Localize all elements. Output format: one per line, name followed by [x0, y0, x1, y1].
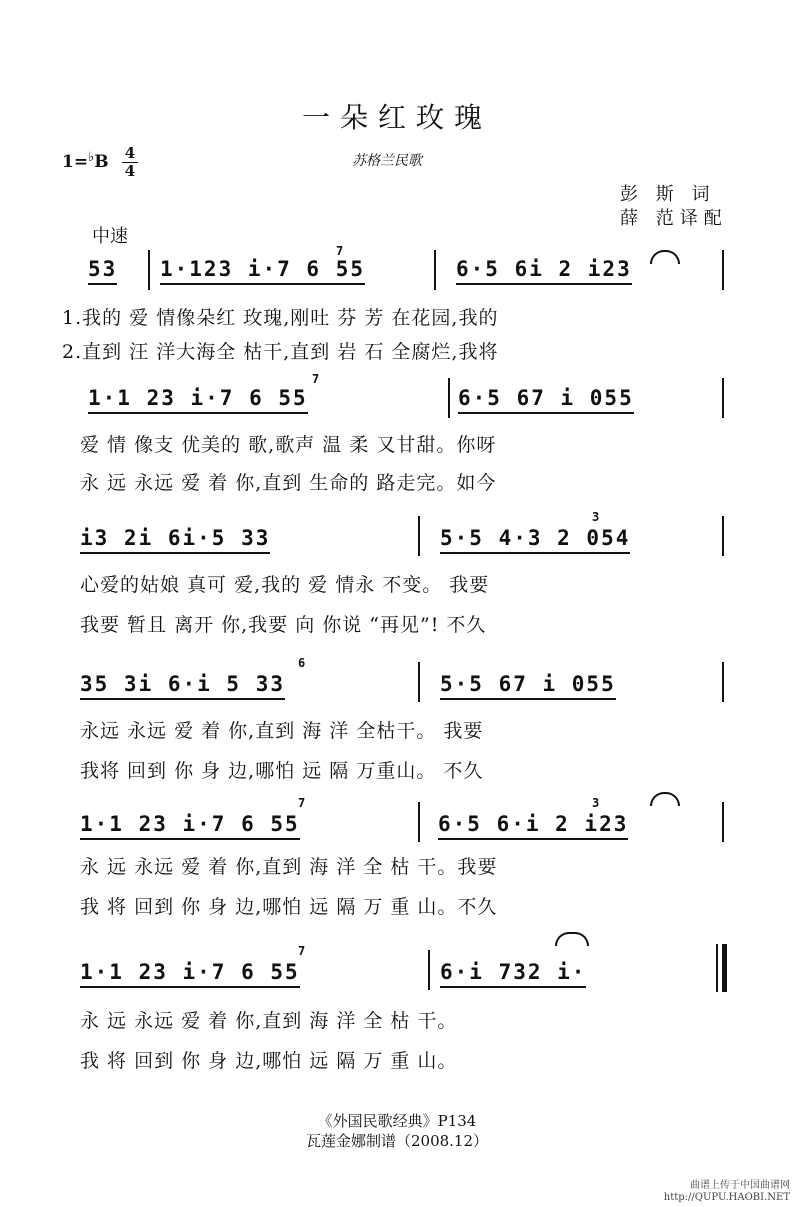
grace-note: 7: [298, 944, 306, 958]
notes-measure: 1·123 i·7 6 55: [160, 257, 365, 281]
lyric-line-verse1: 永远 永远 爱 着 你,直到 海 洋 全枯干。 我要: [80, 720, 484, 742]
lyricist-credit: 彭 斯 词: [620, 184, 716, 205]
bar-line: [722, 662, 724, 702]
lyric-line-verse2: 我要 暂且 离开 你,我要 向 你说 “再见”! 不久: [80, 614, 487, 636]
bar-line: [434, 250, 436, 290]
fermata-icon: [650, 792, 680, 806]
tempo-marking: 中速: [92, 226, 128, 247]
notes-measure: 5·5 4·3 2 054: [440, 526, 630, 550]
fermata-icon: [650, 250, 680, 264]
grace-note: 3: [592, 510, 600, 524]
flat-icon: ♭: [88, 150, 95, 165]
time-signature: [120, 146, 140, 179]
notes-measure: 6·5 67 i 055: [458, 386, 634, 410]
bar-line: [148, 250, 150, 290]
lyric-line-verse2: 我 将 回到 你 身 边,哪怕 远 隔 万 重 山。: [80, 1050, 458, 1072]
notes-measure: 6·i 732 i·: [440, 960, 586, 984]
bar-line: [428, 950, 430, 990]
grace-note: 6: [298, 656, 306, 670]
watermark: [664, 1180, 790, 1204]
fermata-icon: [555, 932, 589, 946]
song-title: 一朵红玫瑰: [301, 101, 492, 134]
notes-measure: 6·5 6·i 2 i23: [438, 812, 628, 836]
source-citation: 《外国民歌经典》P134: [317, 1112, 477, 1130]
grace-note: 7: [312, 372, 320, 386]
lyric-line-verse2: 永 远 永远 爱 着 你,直到 生命的 路走完。如今: [80, 472, 497, 494]
grace-note: 7: [336, 244, 344, 258]
lyric-line-verse1: 永 远 永远 爱 着 你,直到 海 洋 全 枯 干。: [80, 1010, 458, 1032]
key-note: B: [94, 152, 109, 172]
lyric-line-verse2: 我 将 回到 你 身 边,哪怕 远 隔 万 重 山。不久: [80, 896, 498, 918]
notes-measure: 6·5 6i 2 i23: [456, 257, 632, 281]
song-origin: 苏格兰民歌: [352, 153, 422, 169]
notes-measure: 35 3i 6·i 5 33: [80, 672, 285, 696]
bar-line: [418, 516, 420, 556]
notes-measure: 5·5 67 i 055: [440, 672, 616, 696]
notes-pickup: 53: [88, 257, 117, 281]
key-signature: [62, 150, 109, 172]
final-bar-thick: [722, 944, 727, 992]
meter-bottom: 4: [124, 162, 136, 180]
grace-note: 3: [592, 796, 600, 810]
bar-line: [722, 378, 724, 418]
meter-top: 4: [124, 144, 136, 162]
notes-measure: 1·1 23 i·7 6 55: [80, 960, 300, 984]
notes-measure: 1·1 23 i·7 6 55: [88, 386, 308, 410]
grace-note: 7: [298, 796, 306, 810]
watermark-line1: 曲谱上传于中国曲谱网: [690, 1180, 790, 1191]
final-bar-thin: [716, 944, 718, 992]
lyric-line-verse2: 我将 回到 你 身 边,哪怕 远 隔 万重山。 不久: [80, 760, 484, 782]
lyric-line-verse1: 1.我的 爱 情像朵红 玫瑰,刚吐 芬 芳 在花园,我的: [62, 307, 499, 329]
bar-line: [722, 250, 724, 290]
key-label: 1=: [62, 152, 89, 172]
bar-line: [418, 662, 420, 702]
watermark-line2: http://QUPU.HAOBI.NET: [663, 1192, 790, 1203]
lyric-line-verse1: 心爱的姑娘 真可 爱,我的 爱 情永 不变。 我要: [80, 574, 490, 596]
score-maker: 瓦莲金娜制谱（2008.12）: [305, 1132, 489, 1150]
notes-measure: i3 2i 6i·5 33: [80, 526, 270, 550]
bar-line: [722, 802, 724, 842]
lyric-line-verse1: 爱 情 像支 优美的 歌,歌声 温 柔 又甘甜。你呀: [80, 434, 497, 456]
translator-credit: 薛 范译配: [620, 208, 728, 229]
bar-line: [448, 378, 450, 418]
bar-line: [418, 802, 420, 842]
bar-line: [722, 516, 724, 556]
lyric-line-verse1: 永 远 永远 爱 着 你,直到 海 洋 全 枯 干。我要: [80, 856, 498, 878]
notes-measure: 1·1 23 i·7 6 55: [80, 812, 300, 836]
lyric-line-verse2: 2.直到 汪 洋大海全 枯干,直到 岩 石 全腐烂,我将: [62, 341, 499, 363]
